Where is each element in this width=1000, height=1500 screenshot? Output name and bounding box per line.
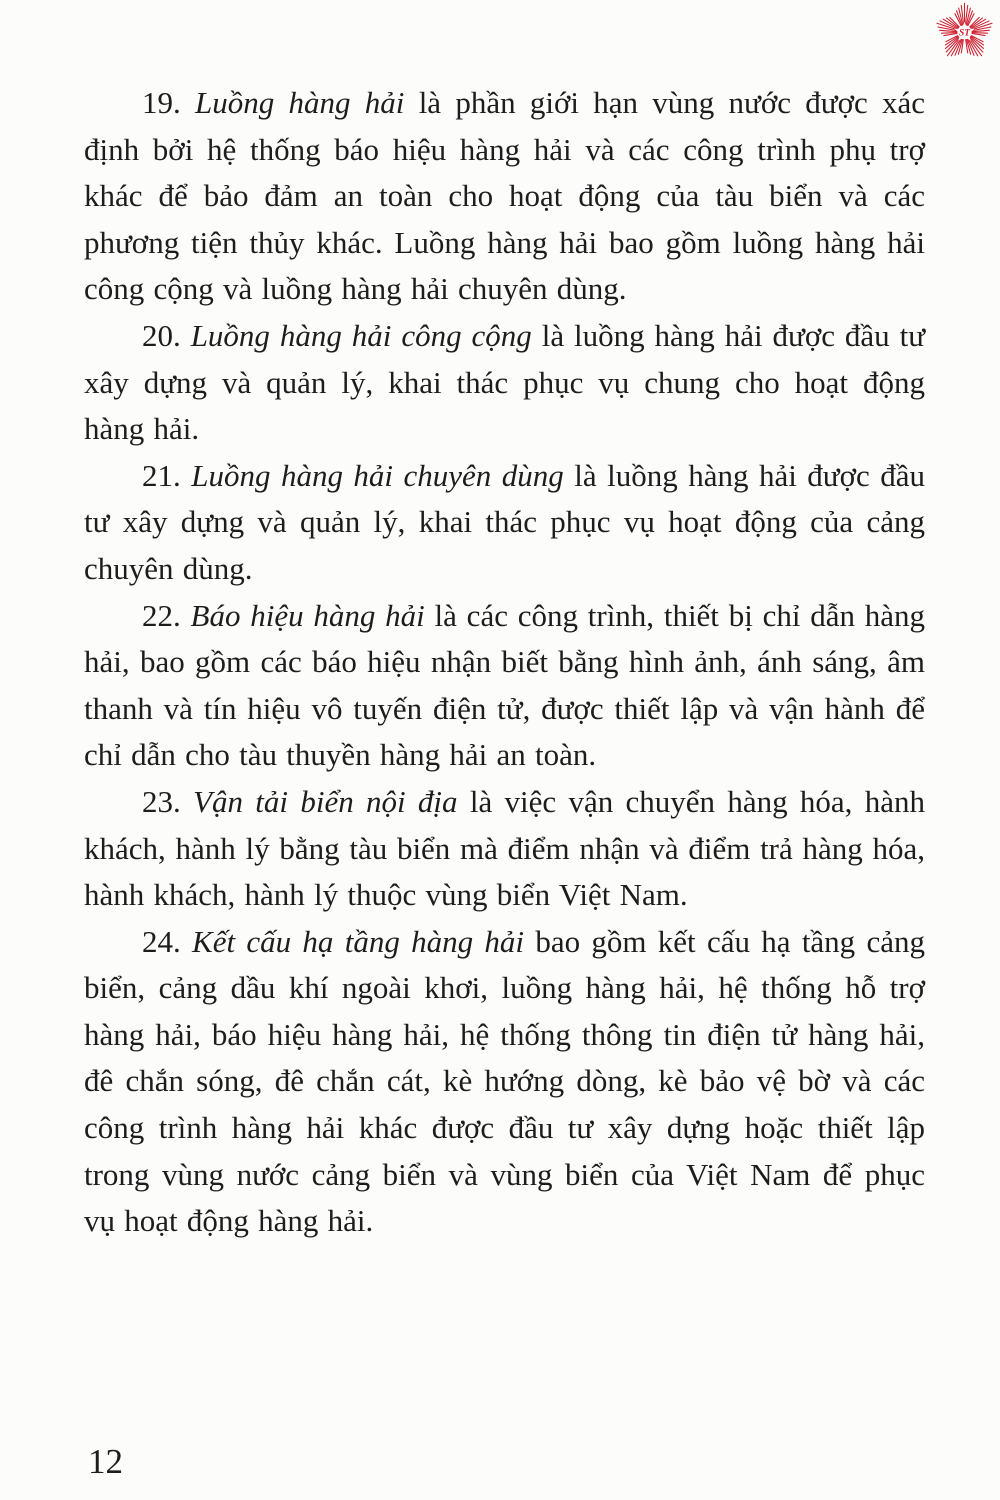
item-number: 21. xyxy=(142,457,192,493)
item-number: 19. xyxy=(142,85,196,120)
definition-text: bao gồm kết cấu hạ tầng cảng biển, cảng dầu khí ngoài khơi, luồng hàng hải, hệ thống hỗ trợ hàng hải, báo hiệu hàng hải, hệ thống thông tin điện tử hàng hải, đê chắn sóng, đê chắn cát, kè hướng dòng, kè bảo vệ bờ và các công trình hàng hải khác được đầu tư xây dựng hoặc thiết lập trong vùng nước cảng biển và vùng biển của Việt Nam để phục vụ hoạt động hàng hải. xyxy=(84,923,925,1239)
definition-paragraph-23 xyxy=(84,779,925,919)
item-number: 22. xyxy=(142,597,191,633)
definition-text: là phần giới hạn vùng nước được xác định bởi hệ thống báo hiệu hàng hải và các công trình phụ trợ khác để bảo đảm an toàn cho hoạt động của tàu biển và các phương tiện thủy khác. Luồng hàng hải bao gồm luồng hàng hải công cộng và luồng hàng hải chuyên dùng. xyxy=(84,85,926,307)
definition-paragraph-21 xyxy=(84,453,925,593)
page-number: 12 xyxy=(88,1442,123,1481)
definition-text: là luồng hàng hải được đầu tư xây dựng và quản lý, khai thác phục vụ hoạt động của cảng chuyên dùng. xyxy=(84,457,925,586)
logo-initials: ST xyxy=(958,28,971,39)
definition-paragraph-24 xyxy=(84,919,925,1245)
definition-text: là việc vận chuyển hàng hóa, hành khách, hành lý bằng tàu biển mà điểm nhận và điểm trả hàng hóa, hành khách, hành lý thuộc vùng biển Việt Nam. xyxy=(84,783,925,913)
definition-paragraph-19 xyxy=(84,80,925,313)
publisher-star-logo-icon xyxy=(931,2,998,65)
item-number: 23. xyxy=(142,783,194,819)
defined-term: Luồng hàng hải công cộng xyxy=(190,317,532,353)
definition-text: là luồng hàng hải được đầu tư xây dựng và quản lý, khai thác phục vụ chung cho hoạt động hàng hải. xyxy=(84,317,926,447)
defined-term: Luồng hàng hải xyxy=(195,85,405,120)
defined-term: Kết cấu hạ tầng hàng hải xyxy=(192,923,525,959)
defined-term: Báo hiệu hàng hải xyxy=(190,597,425,633)
defined-term: Vận tải biển nội địa xyxy=(193,783,458,819)
item-number: 20. xyxy=(142,317,191,353)
definition-paragraph-20 xyxy=(84,313,925,453)
item-number: 24. xyxy=(142,923,193,959)
definition-text: là các công trình, thiết bị chỉ dẫn hàng hải, bao gồm các báo hiệu nhận biết bằng hình ảnh, ánh sáng, âm thanh và tín hiệu vô tuyến điện tử, được thiết lập và vận hành để chỉ dẫn cho tàu thuyền hàng hải an toàn. xyxy=(84,597,926,773)
page-text xyxy=(84,80,925,1245)
definition-paragraph-22 xyxy=(84,593,925,779)
defined-term: Luồng hàng hải chuyên dùng xyxy=(191,457,564,493)
